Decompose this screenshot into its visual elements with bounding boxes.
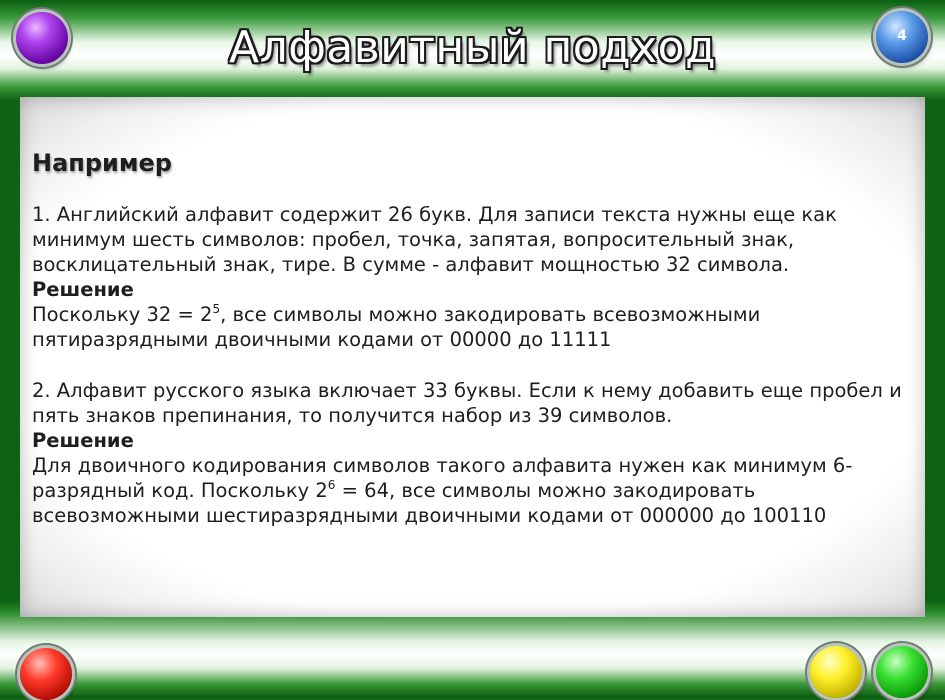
example-2-text: 2. Алфавит русского языка включает 33 буквы. Если к нему добавить еще пробел и пять знаков препинания, то получится набор из 39 символов.	[32, 379, 902, 427]
example-1-text: 1. Английский алфавит содержит 26 букв. Для записи текста нужны еще как минимум шесть символов: пробел, точка, запятая, вопросительный знак, восклицательный знак, тире. В сумме - алфавит мощностью 32 символа.	[32, 203, 837, 276]
red-nav-button[interactable]	[20, 648, 72, 700]
example-2-exponent: 6	[327, 478, 336, 492]
example-1-solution	[32, 302, 912, 352]
page-number: 4	[897, 28, 907, 44]
example-1-solution-part1: Поскольку 32 = 2	[32, 303, 213, 326]
slide-content	[32, 148, 912, 528]
slide-title: Алфавитный подход	[228, 22, 717, 73]
example-1-solution-part2: , все символы можно закодировать всевозможными пятиразрядными двоичными кодами от 00000 до 11111	[32, 303, 761, 351]
example-1-solution-label: Решение	[32, 278, 134, 301]
content-heading: Например	[32, 149, 172, 177]
example-2-solution-label: Решение	[32, 429, 134, 452]
example-2-solution-part1: Для двоичного кодирования символов такого алфавита нужен как минимум 6-разрядный код. Поскольку 2	[32, 454, 853, 502]
example-1-exponent: 5	[212, 302, 221, 316]
example-2-solution-part2: = 64, все символы можно закодировать всевозможными шестиразрядными двоичными кодами от 000000 до 100110	[32, 479, 827, 527]
example-2-solution	[32, 453, 912, 528]
green-nav-button[interactable]	[876, 646, 928, 698]
yellow-nav-button[interactable]	[810, 646, 862, 698]
spacer	[32, 352, 912, 378]
